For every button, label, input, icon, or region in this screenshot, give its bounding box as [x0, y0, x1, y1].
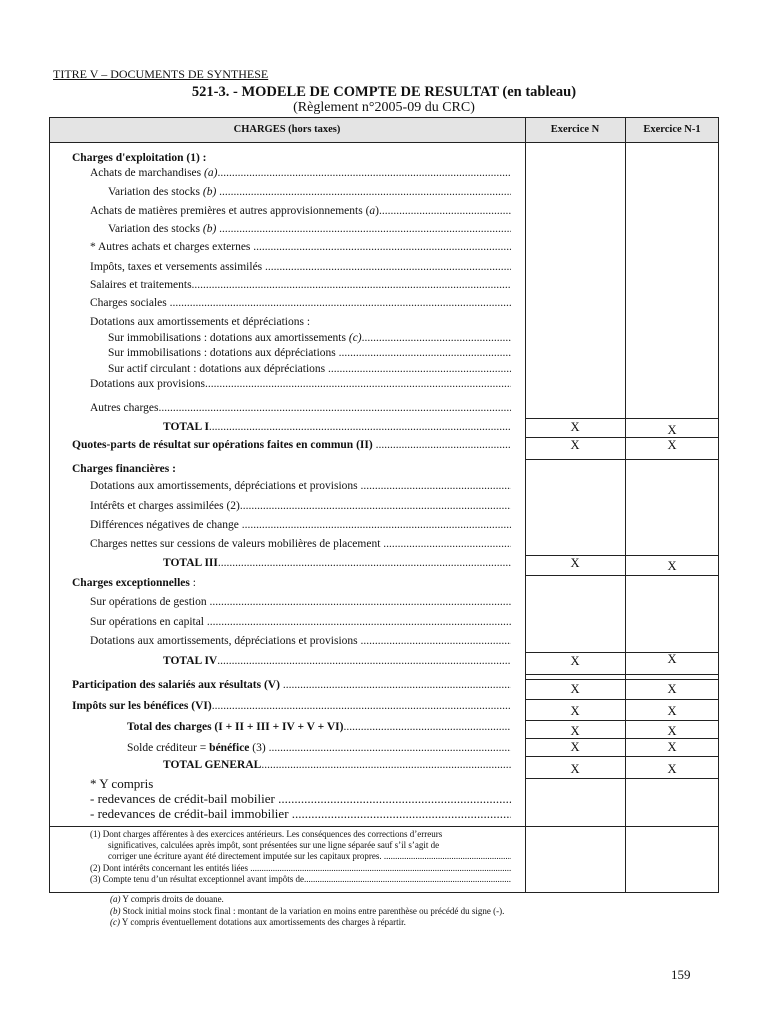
table-row-label: [90, 277, 511, 293]
table-row-label: [90, 791, 511, 807]
label-text: - redevances de crédit-bail mobilier: [90, 791, 279, 806]
dot-leader: [339, 345, 511, 361]
table-footnote: [90, 829, 442, 840]
column-divider: [625, 117, 626, 893]
label-text: TOTAL III: [163, 557, 218, 569]
dot-leader: [170, 295, 511, 311]
label-text: Différences négatives de change: [90, 519, 242, 531]
table-row-label: [163, 419, 511, 435]
section-title: TITRE V – DOCUMENTS DE SYNTHESE: [53, 67, 269, 81]
table-row-label: [90, 295, 511, 311]
label-text: Sur actif circulant : dotations aux dépréciations: [108, 363, 329, 375]
label-text: Charges exceptionnelles: [72, 577, 190, 589]
dot-leader: [376, 437, 511, 453]
table-row-label: [72, 575, 196, 591]
page-footnote: [110, 917, 406, 928]
dot-leader: [328, 361, 511, 377]
dot-leader: [362, 330, 511, 346]
cell-border: [525, 720, 719, 721]
table-row-label: [127, 719, 511, 735]
dot-leader: [265, 259, 511, 275]
label-text: Total des charges (I + II + III + IV + V + VI): [127, 721, 344, 733]
dot-leader: [343, 719, 511, 735]
label-text: Charges sociales: [90, 297, 170, 309]
table-row-label: [90, 806, 511, 822]
label-text: :: [189, 577, 196, 589]
label-text: Sur immobilisations : dotations aux amortissements: [108, 332, 349, 344]
label-text: Variation des stocks: [108, 223, 203, 235]
mark-exercice-n: X: [570, 740, 580, 754]
mark-exercice-n: X: [570, 438, 580, 452]
dot-leader: [278, 791, 511, 807]
cell-border: [525, 652, 719, 653]
dot-leader: [261, 757, 511, 773]
mark-exercice-n: X: [570, 762, 580, 776]
dot-leader: [217, 653, 511, 669]
mark-exercice-n1: X: [667, 740, 677, 754]
dot-leader: [205, 376, 511, 392]
column-header-charges: CHARGES (hors taxes): [233, 124, 341, 135]
mark-exercice-n1: X: [667, 724, 677, 738]
footnote-marker: (b): [110, 906, 121, 916]
footnote-divider: [49, 826, 719, 827]
footnote-text: (3) Compte tenu d’un résultat exceptionnel avant impôts de: [90, 874, 304, 884]
footnote-text: Stock initial moins stock final : montant de la variation en moins entre parenthèse ou précédé du signe (-).: [120, 906, 505, 916]
page-subtitle: (Règlement n°2005-09 du CRC): [293, 100, 475, 115]
cell-border: [525, 437, 719, 438]
table-footnote: [90, 863, 511, 874]
dot-leader: [217, 165, 511, 181]
label-text: (b): [202, 186, 217, 198]
dot-leader: [283, 677, 511, 693]
table-row-label: [90, 776, 153, 792]
mark-exercice-n1: X: [667, 559, 677, 573]
table-row-label: [90, 517, 511, 533]
table-row-label: [72, 150, 206, 166]
table-row-label: [108, 345, 511, 361]
mark-exercice-n: X: [570, 420, 580, 434]
label-text: Achats de marchandises: [90, 167, 205, 179]
label-text: Variation des stocks: [108, 186, 203, 198]
dot-leader: [379, 203, 511, 219]
label-text: bénéfice: [209, 742, 250, 754]
label-text: * Y compris: [90, 776, 154, 791]
dot-leader: [192, 277, 511, 293]
label-text: * Autres achats et charges externes: [90, 241, 254, 253]
label-text: TOTAL GENERAL: [163, 759, 262, 771]
table-row-label: [163, 555, 511, 571]
dot-leader: [304, 874, 511, 885]
table-row-label: [90, 478, 511, 494]
dot-leader: [207, 614, 511, 630]
table-row-label: [90, 400, 511, 416]
dot-leader: [383, 536, 511, 552]
mark-exercice-n1: X: [667, 438, 677, 452]
label-text: Dotations aux amortissements, dépréciations et provisions: [90, 480, 361, 492]
mark-exercice-n: X: [570, 704, 580, 718]
dot-leader: [253, 239, 511, 255]
label-text: ): [375, 205, 380, 217]
label-text: TOTAL IV: [163, 655, 218, 667]
mark-exercice-n: X: [570, 682, 580, 696]
table-row-label: [163, 653, 511, 669]
table-row-label: [108, 330, 511, 346]
label-text: Participation des salariés aux résultats (V): [72, 679, 283, 691]
dot-leader: [361, 478, 511, 494]
table-footnote: [90, 874, 511, 885]
page-title: 521-3. - MODELE DE COMPTE DE RESULTAT (en tableau): [191, 84, 577, 100]
dot-leader: [292, 806, 511, 822]
cell-border: [525, 756, 719, 757]
table-row-label: [90, 536, 511, 552]
dot-leader: [219, 221, 511, 237]
column-header-exercice-n: Exercice N: [550, 124, 600, 135]
label-text: (c): [348, 332, 362, 344]
cell-border: [525, 575, 719, 576]
table-footnote: [108, 840, 439, 851]
table-row-label: [108, 184, 511, 200]
cell-border: [525, 778, 719, 779]
footnote-text: corriger une écriture ayant été directement imputée sur les capitaux propres.: [108, 851, 384, 861]
table-row-label: [72, 461, 176, 477]
table-row-label: [72, 677, 511, 693]
dot-leader: [250, 863, 511, 874]
table-footnote: [108, 851, 511, 862]
table-row-label: [90, 203, 511, 219]
label-text: Sur opérations en capital: [90, 616, 207, 628]
table-row-label: [90, 314, 310, 330]
label-text: Solde créditeur =: [127, 742, 210, 754]
column-header-exercice-n1: Exercice N-1: [643, 124, 701, 135]
page-number: 159: [671, 967, 691, 982]
label-text: (a): [204, 167, 218, 179]
label-text: TOTAL I: [163, 421, 209, 433]
table-row-label: [90, 259, 511, 275]
page-footnote: [110, 894, 224, 905]
dot-leader: [218, 555, 511, 571]
label-text: Sur opérations de gestion: [90, 596, 210, 608]
footnote-marker: (a): [110, 894, 121, 904]
label-text: Dotations aux amortissements, dépréciations et provisions: [90, 635, 361, 647]
label-text: Charges financières :: [72, 463, 176, 475]
table-row-label: [90, 239, 511, 255]
table-row-label: [72, 437, 511, 453]
table-row-label: [163, 757, 511, 773]
label-text: Autres charges: [90, 402, 159, 414]
footnote-text: (1) Dont charges afférentes à des exercices antérieurs. Les conséquences des corrections d’erreurs: [90, 829, 443, 839]
label-text: - redevances de crédit-bail immobilier: [90, 806, 292, 821]
page-footnote: [110, 906, 504, 917]
table-row-label: [90, 594, 511, 610]
label-text: Salaires et traitements: [90, 279, 192, 291]
dot-leader: [242, 517, 511, 533]
table-row-label: [90, 165, 511, 181]
label-text: Sur immobilisations : dotations aux dépréciations: [108, 347, 339, 359]
table-row-label: [72, 698, 511, 714]
footnote-text: Y compris éventuellement dotations aux amortissements des charges à répartir.: [120, 917, 406, 927]
cell-border: [525, 674, 719, 675]
label-text: a: [369, 205, 376, 217]
dot-leader: [240, 498, 511, 514]
label-text: Quotes-parts de résultat sur opérations faites en commun (II): [72, 439, 376, 451]
dot-leader: [384, 851, 511, 862]
dot-leader: [212, 698, 511, 714]
cell-border: [525, 418, 719, 419]
mark-exercice-n1: X: [667, 762, 677, 776]
table-row-label: [127, 740, 511, 756]
cell-border: [525, 738, 719, 739]
table-row-label: [108, 361, 511, 377]
cell-border: [525, 679, 719, 680]
footnote-text: (2) Dont intérêts concernant les entités liées: [90, 863, 251, 873]
table-row-label: [108, 221, 511, 237]
mark-exercice-n1: X: [667, 682, 677, 696]
label-text: Charges nettes sur cessions de valeurs mobilières de placement: [90, 538, 384, 550]
label-text: (b): [202, 223, 217, 235]
column-divider: [525, 117, 526, 893]
mark-exercice-n: X: [570, 654, 580, 668]
dot-leader: [219, 184, 511, 200]
label-text: Charges d'exploitation (1) :: [72, 152, 207, 164]
dot-leader: [269, 740, 511, 756]
table-row-label: [90, 614, 511, 630]
dot-leader: [209, 419, 511, 435]
mark-exercice-n1: X: [667, 652, 677, 666]
footnote-text: significatives, calculées après impôt, sont présentées sur une ligne séparée sauf s’il s’agit de: [108, 840, 440, 850]
cell-border: [525, 459, 719, 460]
label-text: Dotations aux provisions: [90, 378, 205, 390]
dot-leader: [209, 594, 511, 610]
cell-border: [525, 699, 719, 700]
footnote-marker: (c): [110, 917, 120, 927]
label-text: Impôts sur les bénéfices (VI): [72, 700, 212, 712]
mark-exercice-n: X: [570, 724, 580, 738]
cell-border: [525, 555, 719, 556]
label-text: Impôts, taxes et versements assimilés: [90, 261, 266, 273]
mark-exercice-n: X: [570, 556, 580, 570]
table-row-label: [90, 498, 511, 514]
label-text: Intérêts et charges assimilées (2): [90, 500, 240, 512]
dot-leader: [361, 633, 511, 649]
footnote-text: Y compris droits de douane.: [120, 894, 224, 904]
mark-exercice-n1: X: [667, 423, 677, 437]
table-row-label: [90, 633, 511, 649]
label-text: Dotations aux amortissements et dépréciations :: [90, 316, 311, 328]
dot-leader: [158, 400, 511, 416]
label-text: (3): [249, 742, 269, 754]
mark-exercice-n1: X: [667, 704, 677, 718]
table-row-label: [90, 376, 511, 392]
label-text: Achats de matières premières et autres approvisionnements (: [90, 205, 370, 217]
